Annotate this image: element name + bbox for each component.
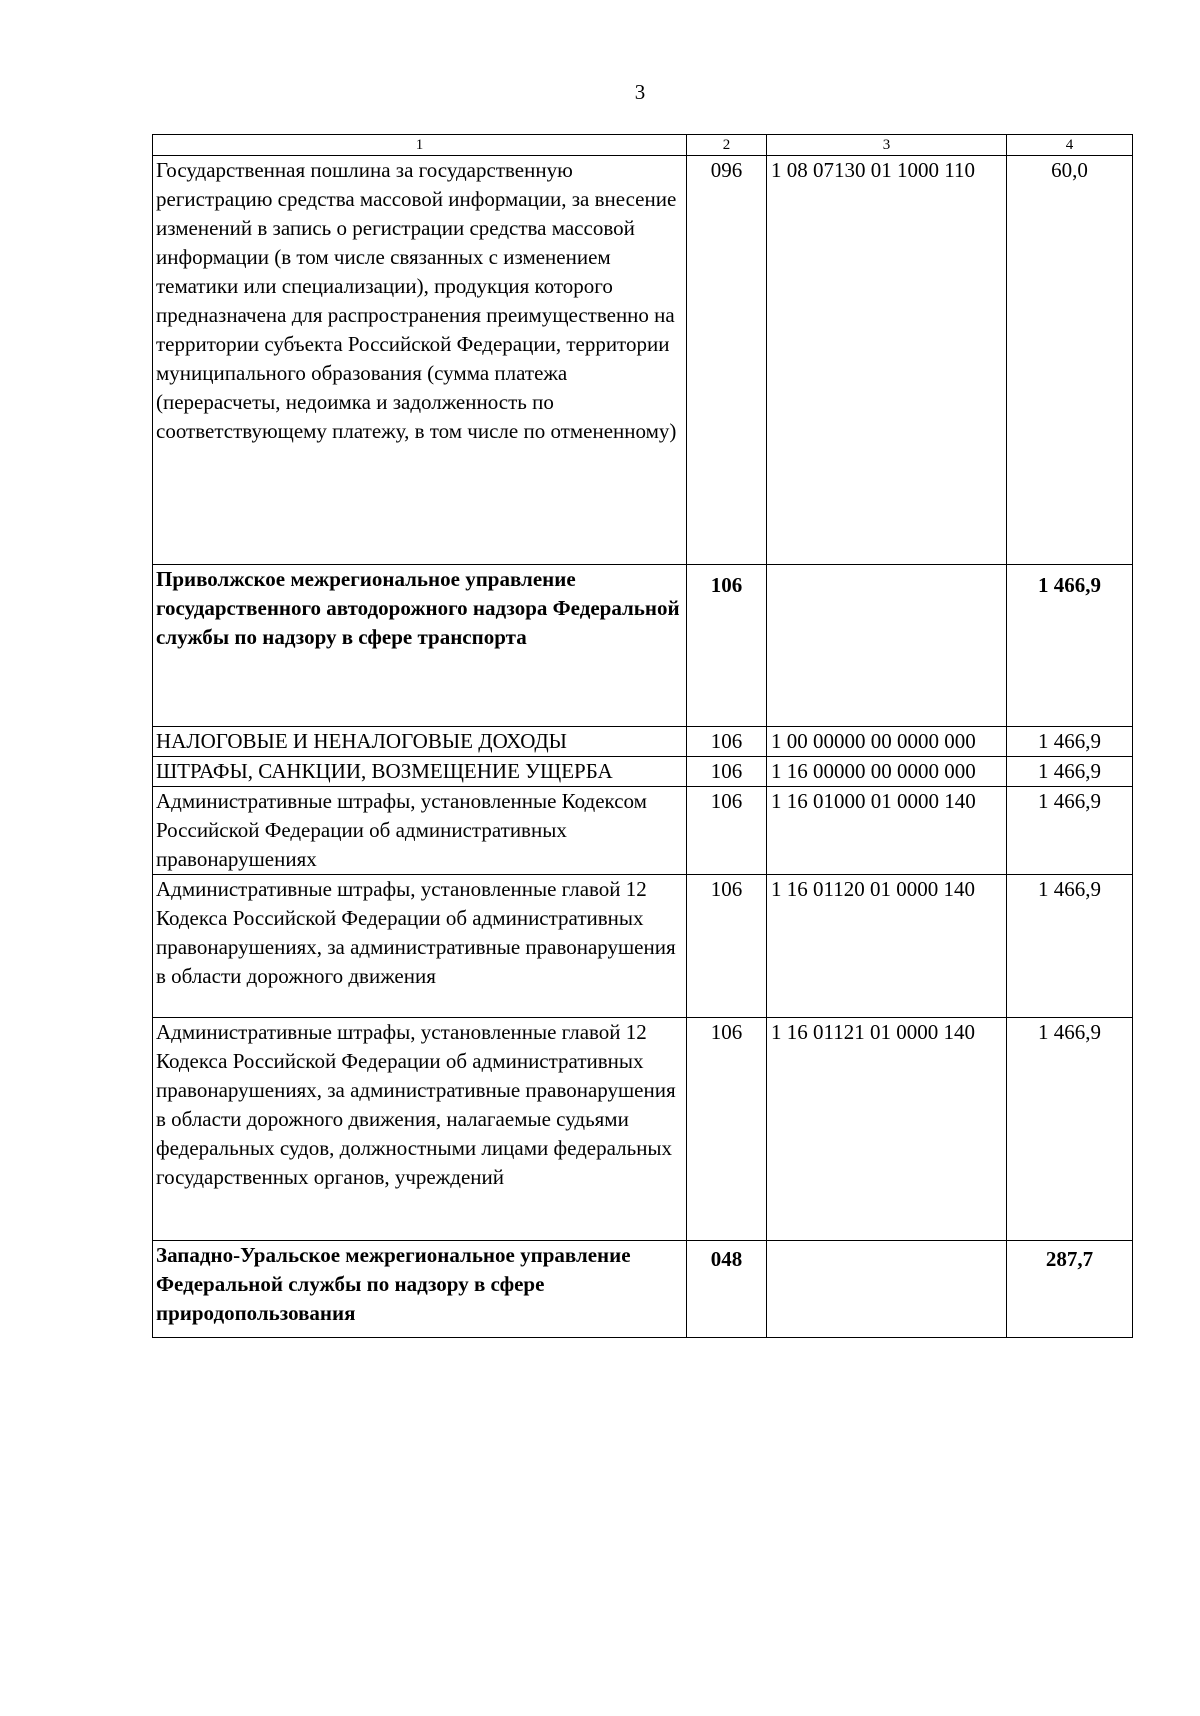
row-description: Приволжское межрегиональное управление государственного автодорожного надзора Федеральной службы по надзору в сфере транспорта [153,565,687,727]
row-amount: 287,7 [1007,1241,1133,1338]
table-row [153,757,1133,787]
row-admin-code: 096 [687,156,767,565]
column-header-3: 3 [767,135,1007,156]
column-number-row [153,135,1133,156]
row-description: ШТРАФЫ, САНКЦИИ, ВОЗМЕЩЕНИЕ УЩЕРБА [153,757,687,787]
table-row [153,1018,1133,1241]
row-admin-code: 106 [687,1018,767,1241]
row-budget-code: 1 16 01000 01 0000 140 [767,787,1007,875]
row-description: Западно-Уральское межрегиональное управление Федеральной службы по надзору в сфере природопользования [153,1241,687,1338]
row-budget-code [767,1241,1007,1338]
row-description: Административные штрафы, установленные главой 12 Кодекса Российской Федерации об административных правонарушениях, за административные правонарушения в области дорожного движения, налагаемые судьями федеральных судов, должностными лицами федеральных государственных органов, учреждений [153,1018,687,1241]
row-admin-code: 048 [687,1241,767,1338]
table-row-administrator [153,565,1133,727]
row-amount: 1 466,9 [1007,787,1133,875]
column-header-1: 1 [153,135,687,156]
table-row [153,727,1133,757]
row-budget-code: 1 16 01120 01 0000 140 [767,875,1007,1018]
row-admin-code: 106 [687,757,767,787]
row-budget-code: 1 16 01121 01 0000 140 [767,1018,1007,1241]
row-description: Административные штрафы, установленные главой 12 Кодекса Российской Федерации об административных правонарушениях, за административные правонарушения в области дорожного движения [153,875,687,1018]
row-amount: 1 466,9 [1007,757,1133,787]
row-description: НАЛОГОВЫЕ И НЕНАЛОГОВЫЕ ДОХОДЫ [153,727,687,757]
revenue-table [152,134,1133,1338]
page-number: 3 [634,80,646,104]
row-amount: 1 466,9 [1007,727,1133,757]
row-budget-code: 1 00 00000 00 0000 000 [767,727,1007,757]
row-description: Государственная пошлина за государственную регистрацию средства массовой информации, за внесение изменений в запись о регистрации средства массовой информации (в том числе связанных с изменением тематики или специализации), продукция которого предназначена для распространения преимущественно на территории субъекта Российской Федерации, территории муниципального образования (сумма платежа (перерасчеты, недоимка и задолженность по соответствующему платежу, в том числе по отмененному) [153,156,687,565]
row-budget-code: 1 16 00000 00 0000 000 [767,757,1007,787]
table-row [153,156,1133,565]
row-admin-code: 106 [687,727,767,757]
column-header-4: 4 [1007,135,1133,156]
row-admin-code: 106 [687,565,767,727]
row-description: Административные штрафы, установленные Кодексом Российской Федерации об административных правонарушениях [153,787,687,875]
row-budget-code [767,565,1007,727]
table-row [153,875,1133,1018]
row-amount: 1 466,9 [1007,1018,1133,1241]
row-amount: 1 466,9 [1007,875,1133,1018]
column-header-2: 2 [687,135,767,156]
row-admin-code: 106 [687,875,767,1018]
table-row [153,787,1133,875]
row-amount: 1 466,9 [1007,565,1133,727]
row-budget-code: 1 08 07130 01 1000 110 [767,156,1007,565]
table-row-administrator [153,1241,1133,1338]
row-admin-code: 106 [687,787,767,875]
row-amount: 60,0 [1007,156,1133,565]
